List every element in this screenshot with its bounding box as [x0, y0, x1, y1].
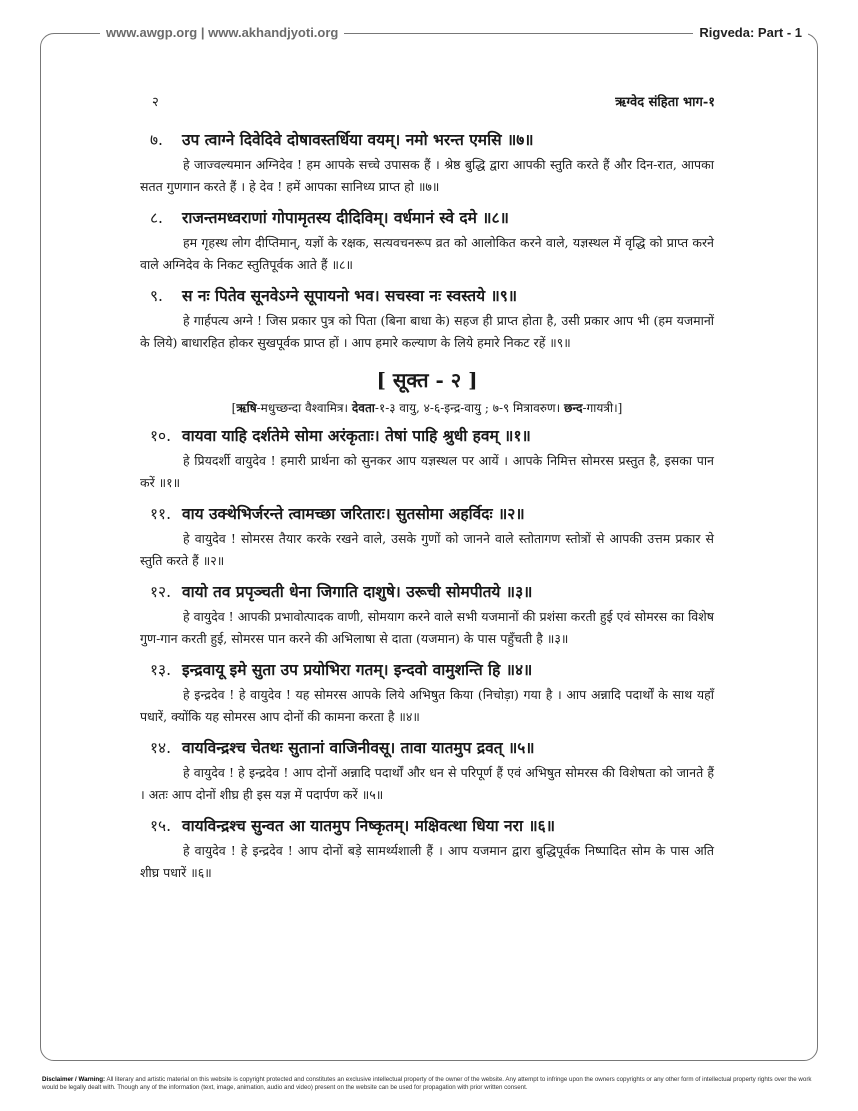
hindi-translation: हे वायुदेव ! सोमरस तैयार करके रखने वाले, उसके गुणों को जानने वाले स्तोतागण स्तोत्रों से आपकी उत्तम प्रकार से स्तुति करते हैं ॥२॥ — [140, 531, 714, 568]
verse-text: उप त्वाग्ने दिवेदिवे दोषावस्तर्धिया वयम्। नमो भरन्त एमसि ॥७॥ — [182, 130, 534, 149]
sanskrit-verse — [150, 128, 714, 152]
hindi-translation: हे प्रियदर्शी वायुदेव ! हमारी प्रार्थना को सुनकर आप यज्ञस्थल पर आयें । आपके निमित्त सोमरस प्रस्तुत है, इसका पान करें ॥१॥ — [140, 453, 714, 490]
verse-block — [140, 502, 714, 572]
devata-value: -१-३ वायु, ४-६-इन्द्र-वायु ; ७-९ मित्रावरुण। — [374, 401, 561, 415]
hindi-translation: हे जाज्वल्यमान अग्निदेव ! हम आपके सच्चे उपासक हैं । श्रेष्ठ बुद्धि द्वारा आपकी स्तुति करते हैं और दिन-रात, आपका सतत गुणगान करते हैं । हे देव ! हमें आपका सानिध्य प्राप्त हो ॥७॥ — [140, 157, 714, 194]
sanskrit-verse — [150, 206, 714, 230]
hindi-translation: हे वायुदेव ! हे इन्द्रदेव ! आप दोनों अन्नादि पदार्थों और धन से परिपूर्ण हैं एवं अभिषुत सोमरस की विशेषता को जानते हैं । अतः आप दोनों शीघ्र ही इस यज्ञ में पदार्पण करें ॥५॥ — [140, 765, 714, 802]
volume-title-header: Rigveda: Part - 1 — [693, 22, 808, 44]
sanskrit-verse — [150, 502, 714, 526]
hindi-translation: हे वायुदेव ! आपकी प्रभावोत्पादक वाणी, सोमयाग करने वाले सभी यजमानों की प्रशंसा करती हुई एवं सोमरस का विशेष गुण-गान करती हुई, सोमरस पान करने की अभिलाषा से दाता (यजमान) के पास पहुँचती है ॥३॥ — [140, 609, 714, 646]
verse-number: ११. — [150, 505, 172, 523]
verse-block — [140, 128, 714, 198]
sukta-metadata: [ऋषि-मधुच्छन्दा वैश्वामित्र। देवता-१-३ वायु, ४-६-इन्द्र-वायु ; ७-९ मित्रावरुण। छन्द-गायत्री।] — [231, 401, 623, 415]
disclaimer-text: All literary and artistic material on this website is copyright protected and constitutes an exclusive intellectual property of the owner of the website. Any attempt to infringe upon the owners copyrights or any other form of intellectual property rights over the work would be legally dealt with. Though any of the information (text, image, animation, audio and video) present on the website can be used for propagation with prior written consent. — [42, 1076, 812, 1091]
chhand-label: छन्द — [563, 401, 583, 415]
verse-block — [140, 814, 714, 884]
disclaimer-label: Disclaimer / Warning: — [42, 1076, 106, 1083]
verse-number: ९. — [150, 287, 163, 305]
verse-text: वायविन्द्रश्च सुन्वत आ यातमुप निष्कृतम्। मक्षिवत्था धिया नरा ॥६॥ — [182, 816, 556, 835]
verse-number: १२. — [150, 583, 172, 601]
hindi-translation: हे वायुदेव ! हे इन्द्रदेव ! आप दोनों बड़े सामर्थ्यशाली हैं । आप यजमान द्वारा बुद्धिपूर्वक निष्पादित सोम के पास अति शीघ्र पधारें ॥६॥ — [140, 843, 714, 880]
page-number: २ — [152, 95, 159, 110]
verse-text: वायवा याहि दर्शतेमे सोमा अरंकृताः। तेषां पाहि श्रुधी हवम् ॥१॥ — [182, 426, 531, 445]
verse-block — [140, 736, 714, 806]
verse-block — [140, 206, 714, 276]
verse-text: इन्द्रवायू इमे सुता उप प्रयोभिरा गतम्। इन्दवो वामुशन्ति हि ॥४॥ — [182, 660, 533, 679]
disclaimer — [42, 1076, 818, 1092]
sanskrit-verse — [150, 814, 714, 838]
verse-text: वायविन्द्रश्च चेतथः सुतानां वाजिनीवसू। तावा यातमुप द्रवत् ॥५॥ — [182, 738, 535, 757]
book-title: ऋग्वेद संहिता भाग-१ — [615, 95, 715, 110]
sanskrit-verse — [150, 284, 714, 308]
sanskrit-verse — [150, 658, 714, 682]
sanskrit-verse — [150, 424, 714, 448]
chhand-value: -गायत्री।] — [582, 401, 623, 415]
sukta-heading: [ सूक्त - २ ] — [376, 368, 478, 392]
verse-block — [140, 424, 714, 494]
page-content — [140, 120, 714, 888]
verse-block — [140, 580, 714, 650]
verse-number: १३. — [150, 661, 172, 679]
rishi-label: ऋषि — [236, 401, 257, 415]
verse-number: १०. — [150, 427, 172, 445]
rishi-value: -मधुच्छन्दा वैश्वामित्र। — [256, 401, 349, 415]
verse-number: ७. — [150, 131, 163, 149]
sanskrit-verse — [150, 736, 714, 760]
hindi-translation: हे इन्द्रदेव ! हे वायुदेव ! यह सोमरस आपके लिये अभिषुत किया (निचोड़ा) गया है । आप अन्नादि पदार्थों के साथ यहाँ पधारें, क्योंकि यह सोमरस आप दोनों की कामना करता है ॥४॥ — [140, 687, 714, 724]
devata-label: देवता — [351, 401, 375, 415]
verse-block — [140, 284, 714, 354]
verse-text: वायो तव प्रपृञ्चती धेना जिगाति दाशुषे। उरूची सोमपीतये ॥३॥ — [182, 582, 533, 601]
hindi-translation: हम गृहस्थ लोग दीप्तिमान्, यज्ञों के रक्षक, सत्यवचनरूप व्रत को आलोकित करने वाले, यज्ञस्थल में वृद्धि को प्राप्त करने वाले अग्निदेव के निकट स्तुतिपूर्वक आते हैं ॥८॥ — [140, 235, 714, 272]
verse-block — [140, 658, 714, 728]
verse-text: स नः पितेव सूनवेऽग्ने सूपायनो भव। सचस्वा नः स्वस्तये ॥९॥ — [182, 286, 518, 305]
verse-number: ८. — [150, 209, 163, 227]
site-url-header[interactable]: www.awgp.org | www.akhandjyoti.org — [100, 22, 344, 44]
verse-number: १५. — [150, 817, 172, 835]
verse-number: १४. — [150, 739, 172, 757]
sanskrit-verse — [150, 580, 714, 604]
hindi-translation: हे गार्हपत्य अग्ने ! जिस प्रकार पुत्र को पिता (बिना बाधा के) सहज ही प्राप्त होता है, उसी प्रकार आप भी (हम यजमानों के लिये) बाधारहित होकर सुखपूर्वक प्राप्त हों । आप हमारे कल्याण के लिये हमारे निकट रहें ॥९॥ — [140, 313, 714, 350]
verse-text: राजन्तमध्वराणां गोपामृतस्य दीदिविम्। वर्धमानं स्वे दमे ॥८॥ — [182, 208, 509, 227]
verse-text: वाय उक्थेभिर्जरन्ते त्वामच्छा जरितारः। सुतसोमा अहर्विदः ॥२॥ — [182, 504, 525, 523]
